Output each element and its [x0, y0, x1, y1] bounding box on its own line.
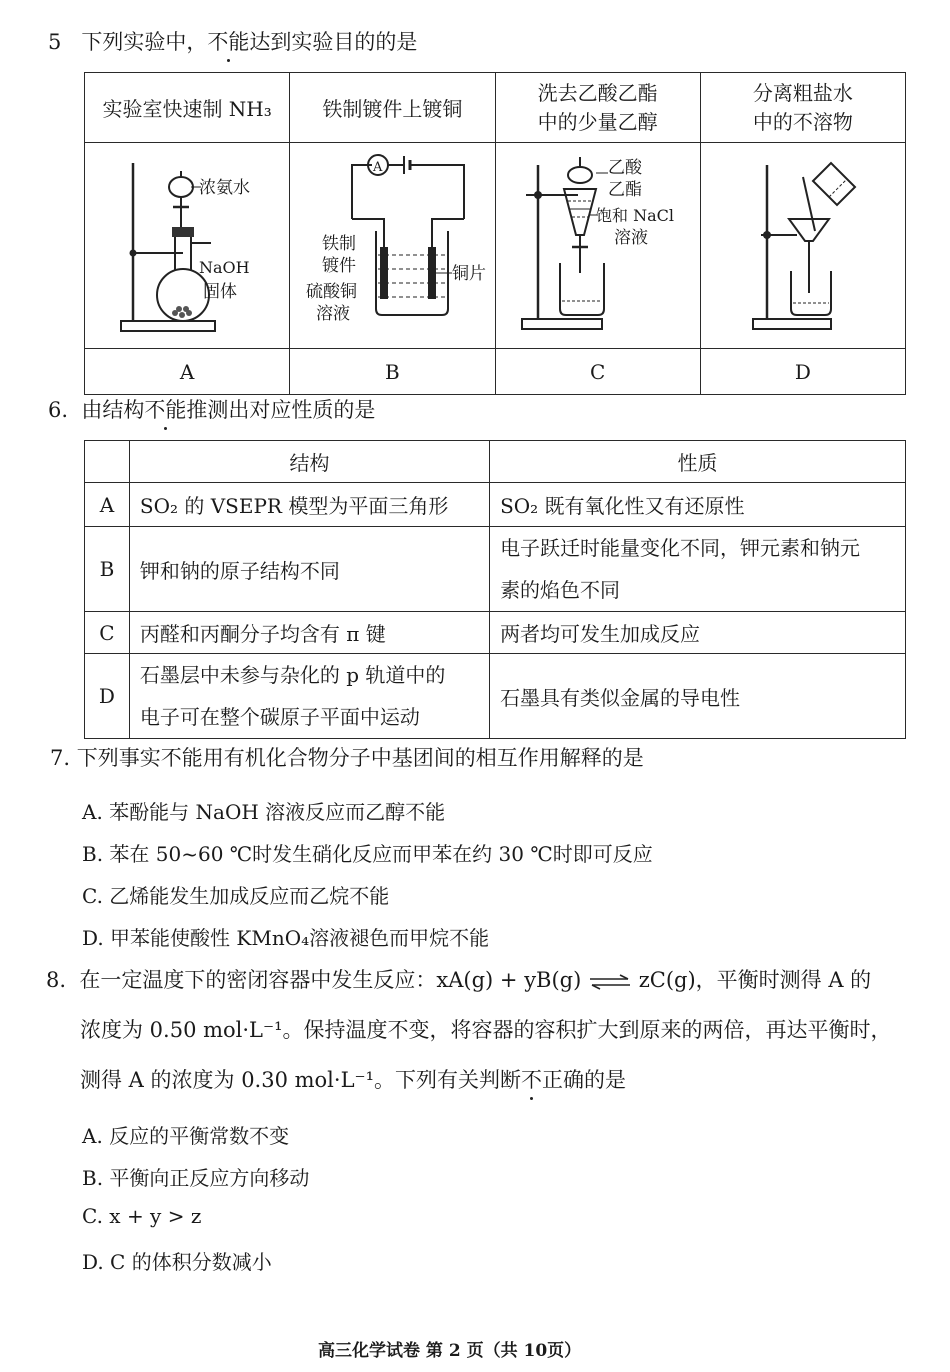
q8-emphasis: 不 [521, 1068, 543, 1092]
q5-emphasis: 不能 [207, 30, 250, 54]
label-solid: 固体 [203, 282, 238, 302]
q5-label-c: C [495, 349, 700, 395]
q6-col-property: 性质 [490, 441, 906, 483]
q8-line3: 测得 A 的浓度为 0.30 mol·L⁻¹。下列有关判断不正确的是 [80, 1068, 627, 1092]
q6-table [84, 440, 906, 739]
ammonia-apparatus-figure [87, 143, 287, 343]
label-nacl-1: 饱和 NaCl [595, 206, 674, 225]
equilibrium-arrows-icon [588, 974, 632, 990]
page-footer: 高三化学试卷 第 2 页（共 10页） [318, 1341, 582, 1361]
q5-figure-c [495, 143, 700, 349]
q6-stem: 6. 由结构不能推测出对应性质的是 [48, 398, 376, 422]
q5-label-d: D [700, 349, 905, 395]
q6-row-label: B [85, 527, 130, 612]
q6-property-b: 电子跃迁时能量变化不同，钾元素和钠元 素的焰色不同 [490, 527, 906, 612]
q5-label-b: B [290, 349, 495, 395]
q6-structure-a: SO₂ 的 VSEPR 模型为平面三角形 [129, 483, 489, 527]
filtration-figure [703, 143, 903, 343]
q6-property-d: 石墨具有类似金属的导电性 [490, 654, 906, 739]
q5-figure-d [700, 143, 905, 349]
q6-emphasis: 不能 [144, 398, 187, 422]
separatory-funnel-figure [498, 143, 698, 343]
q7-option-a: A. 苯酚能与 NaOH 溶液反应而乙醇不能 [82, 800, 446, 824]
q5-label-a: A [85, 349, 290, 395]
q5-header-d: 分离粗盐水 中的不溶物 [700, 73, 905, 143]
q8-option-a: A. 反应的平衡常数不变 [82, 1124, 290, 1148]
q6-row-label: A [85, 483, 130, 527]
q5-header-a: 实验室快速制 NH₃ [85, 73, 290, 143]
label-conc-ammonia: 浓氨水 [199, 178, 251, 198]
label-iron-1: 铁制 [322, 234, 357, 254]
electroplating-figure [292, 143, 492, 343]
q6-row-label: D [85, 654, 130, 739]
label-nacl-2: 溶液 [613, 228, 648, 248]
q5-stem: 5 下列实验中，不能达到实验目的的是 [48, 30, 418, 54]
label-ester-1: 乙酸 [607, 158, 642, 178]
label-ester-2: 乙酯 [607, 180, 642, 200]
q5-table [84, 72, 906, 395]
q5-number: 5 [48, 30, 62, 54]
label-cuso4-1: 硫酸铜 [306, 282, 358, 302]
q6-structure-b: 钾和钠的原子结构不同 [129, 527, 489, 612]
q6-row-label: C [85, 612, 130, 654]
q8-line1: 8. 在一定温度下的密闭容器中发生反应：xA(g) + yB(g) zC(g)，平衡时测得 A 的 [46, 968, 872, 992]
q6-structure-d: 石墨层中未参与杂化的 p 轨道中的 电子可在整个碳原子平面中运动 [129, 654, 489, 739]
label-naoh: NaOH [199, 258, 250, 277]
q7-option-b: B. 苯在 50~60 ℃时发生硝化反应而甲苯在约 30 ℃时即可反应 [82, 842, 653, 866]
q5-header-c: 洗去乙酸乙酯 中的少量乙醇 [495, 73, 700, 143]
q8-line2: 浓度为 0.50 mol·L⁻¹。保持温度不变，将容器的容积扩大到原来的两倍，再达平衡时， [80, 1018, 892, 1042]
q8-number: 8. [46, 968, 67, 992]
q6-col-structure: 结构 [129, 441, 489, 483]
ammeter-label: A [373, 160, 383, 175]
q8-option-d: D. C 的体积分数减小 [82, 1250, 272, 1274]
q6-structure-c: 丙醛和丙酮分子均含有 π 键 [129, 612, 489, 654]
q8-option-b: B. 平衡向正反应方向移动 [82, 1166, 310, 1190]
label-cuso4-2: 溶液 [316, 304, 351, 324]
q6-property-a: SO₂ 既有氧化性又有还原性 [490, 483, 906, 527]
q7-option-c: C. 乙烯能发生加成反应而乙烷不能 [82, 884, 390, 908]
q7-stem: 7. 下列事实不能用有机化合物分子中基团间的相互作用解释的是 [50, 746, 644, 770]
q8-option-c: C. x + y > z [82, 1204, 202, 1228]
q7-number: 7. [50, 746, 71, 770]
q6-property-c: 两者均可发生加成反应 [490, 612, 906, 654]
q6-number: 6. [48, 398, 69, 422]
label-copper: 铜片 [452, 264, 487, 284]
q5-figure-b [290, 143, 495, 349]
label-iron-2: 镀件 [322, 256, 357, 276]
q5-header-b: 铁制镀件上镀铜 [290, 73, 495, 143]
q7-option-d: D. 甲苯能使酸性 KMnO₄溶液褪色而甲烷不能 [82, 926, 490, 950]
q5-figure-a [85, 143, 290, 349]
